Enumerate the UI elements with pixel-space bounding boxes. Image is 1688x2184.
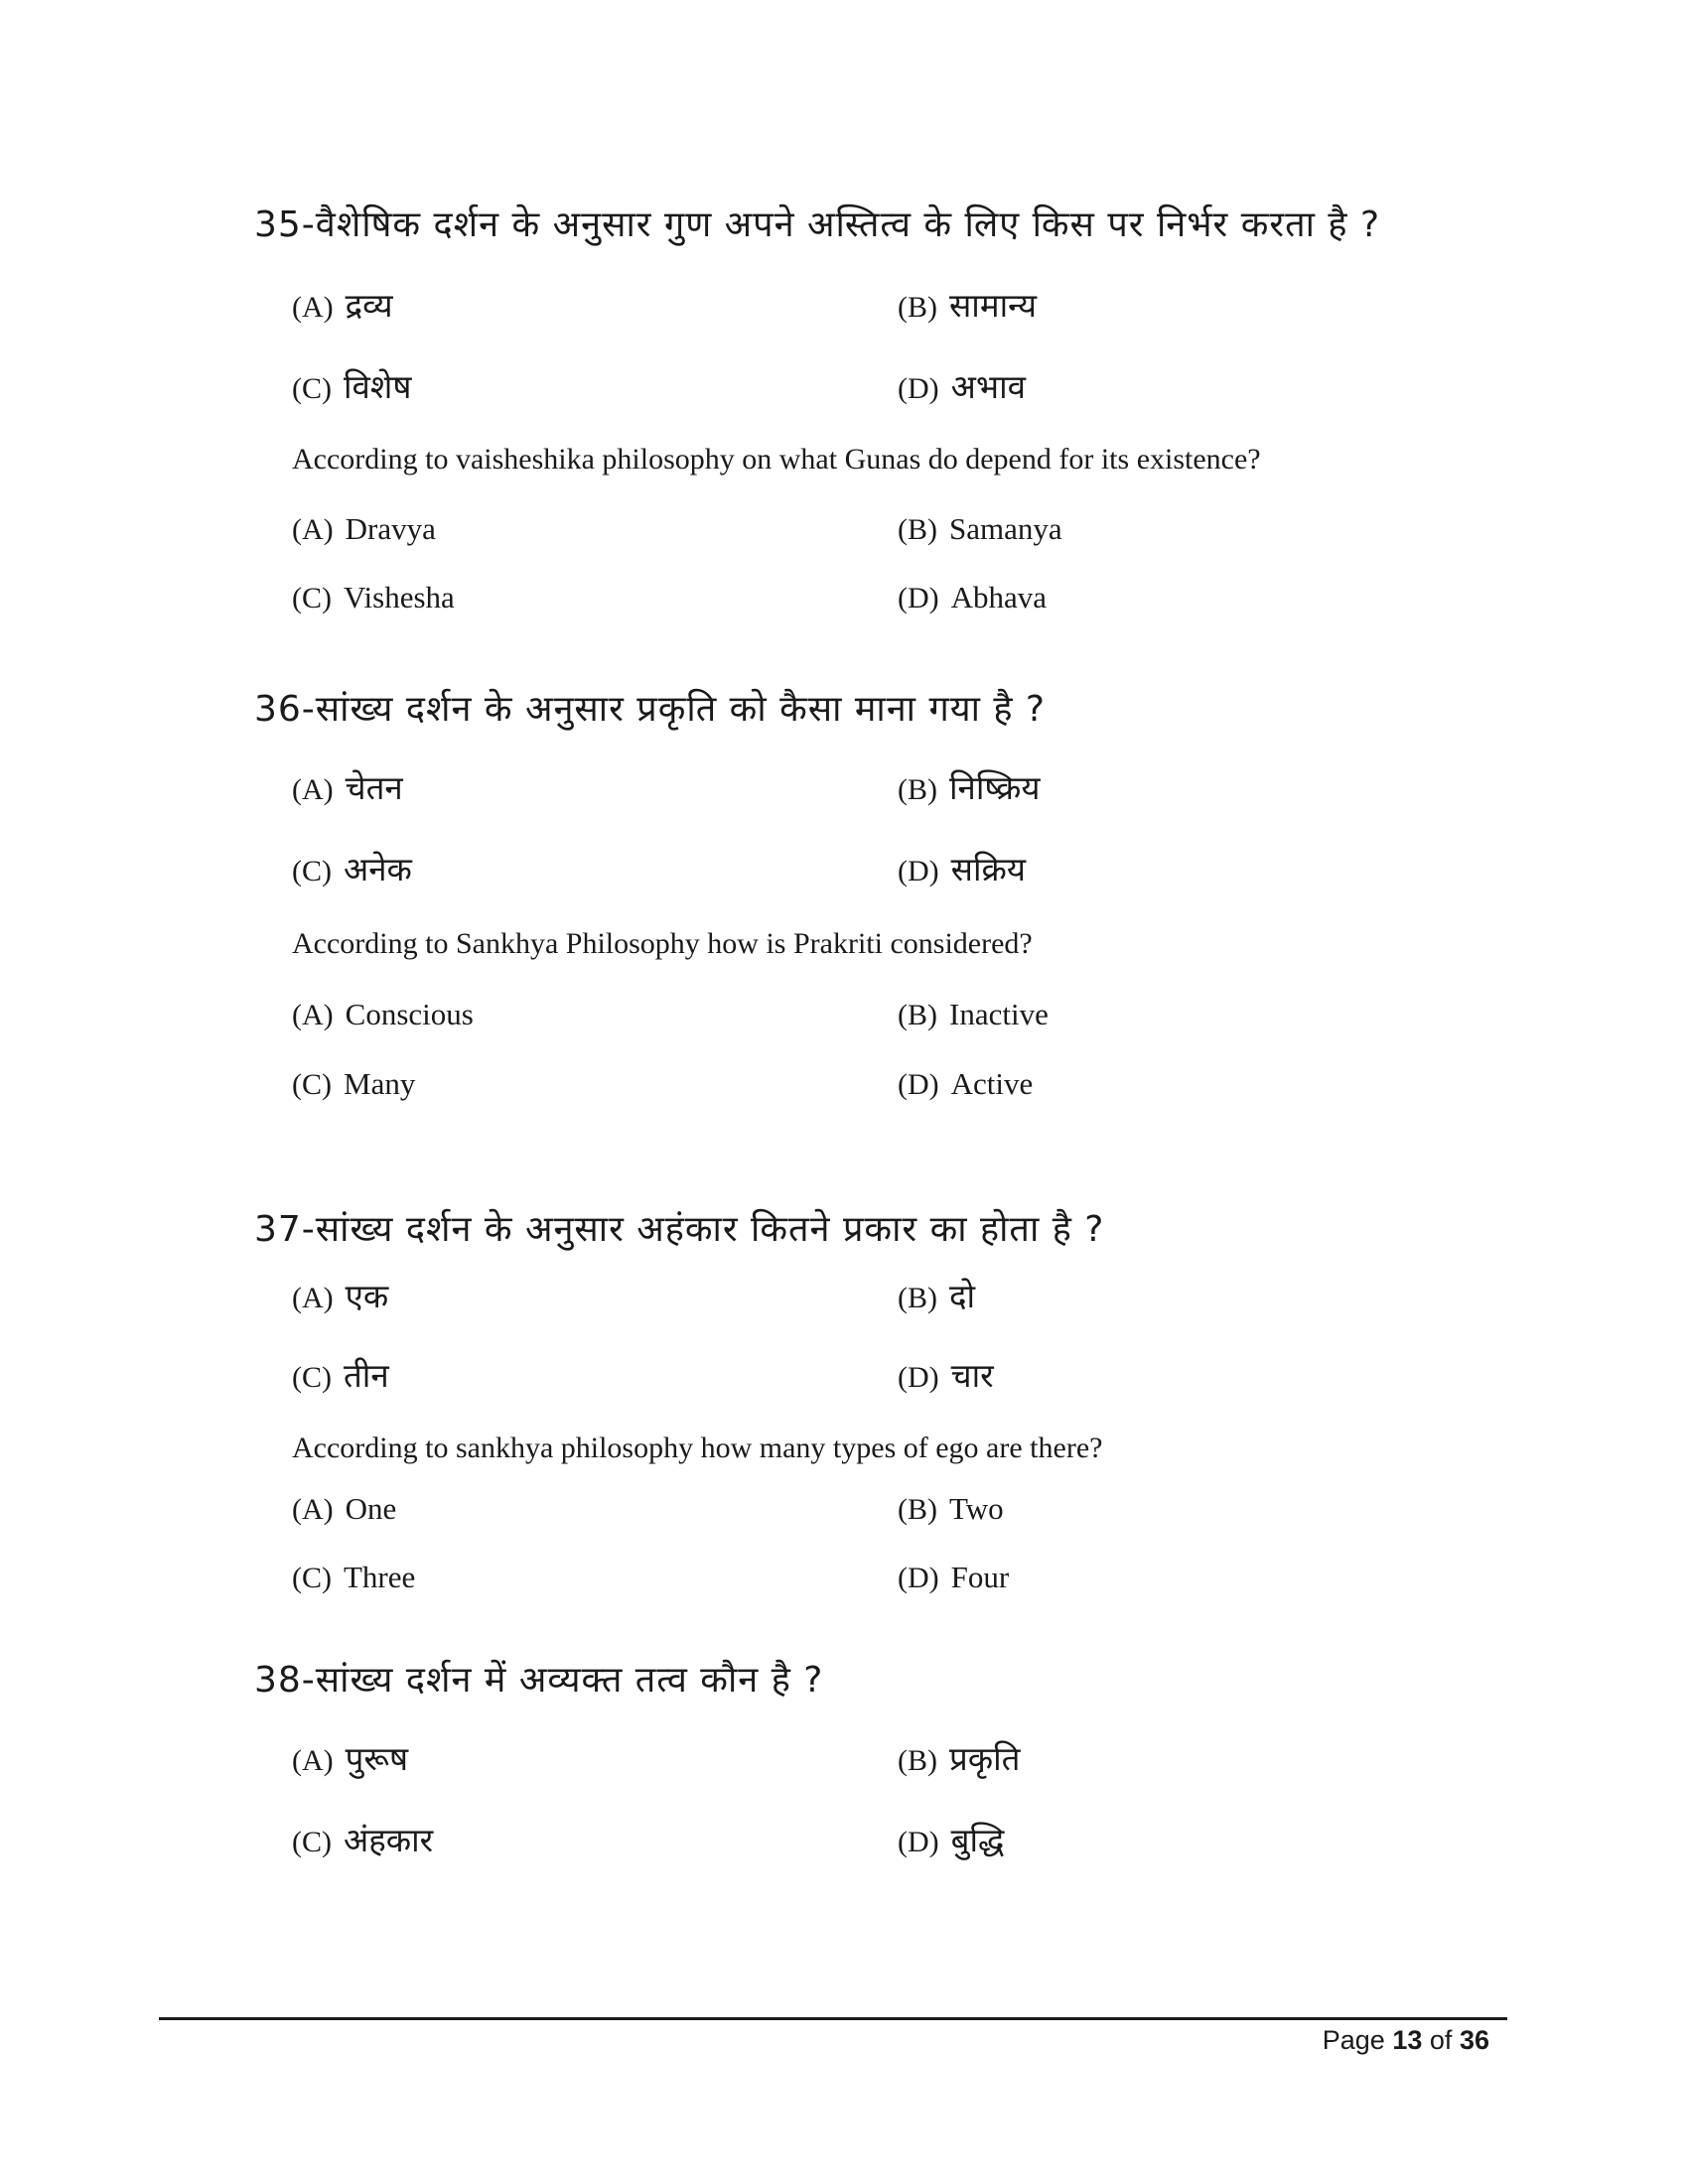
q35-english-option-a: (A) Dravya — [292, 511, 436, 546]
q36-hindi-option-a: (A) चेतन — [292, 768, 403, 807]
q35-hindi-option-b: (B) सामान्य — [898, 286, 1038, 325]
q37-hindi-option-d: (D) चार — [898, 1356, 994, 1395]
q36-hindi-option-b: (B) निष्क्रिय — [898, 768, 1041, 807]
q36-english-option-d: (D) Active — [898, 1066, 1034, 1101]
question-38-hindi: 38-सांख्य दर्शन में अव्यक्त तत्व कौन है ? — [254, 1660, 824, 1701]
q36-hindi-option-d: (D) सक्रिय — [898, 850, 1026, 888]
q37-english-option-c: (C) Three — [292, 1560, 416, 1594]
q35-english-option-c: (C) Vishesha — [292, 580, 455, 614]
question-36-hindi: 36-सांख्य दर्शन के अनुसार प्रकृति को कैसा माना गया है ? — [254, 689, 1047, 730]
question-37-hindi: 37-सांख्य दर्शन के अनुसार अहंकार कितने प्रकार का होता है ? — [254, 1209, 1105, 1250]
q37-hindi-option-a: (A) एक — [292, 1277, 389, 1315]
q37-hindi-option-b: (B) दो — [898, 1277, 976, 1315]
q35-hindi-option-d: (D) अभाव — [898, 367, 1026, 406]
q38-hindi-option-b: (B) प्रकृति — [898, 1739, 1021, 1778]
q36-english-option-a: (A) Conscious — [292, 997, 474, 1031]
question-35-hindi: 35-वैशेषिक दर्शन के अनुसार गुण अपने अस्तित्व के लिए किस पर निर्भर करता है ? — [254, 205, 1381, 245]
question-37-english: According to sankhya philosophy how many types of ego are there? — [292, 1432, 1103, 1464]
q35-hindi-option-c: (C) विशेष — [292, 367, 412, 406]
q38-hindi-option-c: (C) अंहकार — [292, 1821, 434, 1859]
q36-hindi-option-c: (C) अनेक — [292, 850, 412, 888]
q36-english-option-c: (C) Many — [292, 1066, 416, 1101]
question-35-english: According to vaisheshika philosophy on what Gunas do depend for its existence? — [292, 443, 1261, 476]
q35-english-option-d: (D) Abhava — [898, 580, 1048, 614]
q37-english-option-b: (B) Two — [898, 1491, 1004, 1526]
question-36-english: According to Sankhya Philosophy how is Prakriti considered? — [292, 927, 1033, 960]
q38-hindi-option-d: (D) बुद्धि — [898, 1821, 1005, 1859]
q37-english-option-a: (A) One — [292, 1491, 397, 1526]
q37-hindi-option-c: (C) तीन — [292, 1356, 389, 1395]
q37-english-option-d: (D) Four — [898, 1560, 1010, 1594]
footer-divider — [159, 2017, 1507, 2020]
q35-english-option-b: (B) Samanya — [898, 511, 1062, 546]
page-number: Page 13 of 36 — [1322, 2025, 1489, 2055]
q38-hindi-option-a: (A) पुरूष — [292, 1739, 409, 1778]
q35-hindi-option-a: (A) द्रव्य — [292, 286, 393, 325]
q36-english-option-b: (B) Inactive — [898, 997, 1049, 1031]
